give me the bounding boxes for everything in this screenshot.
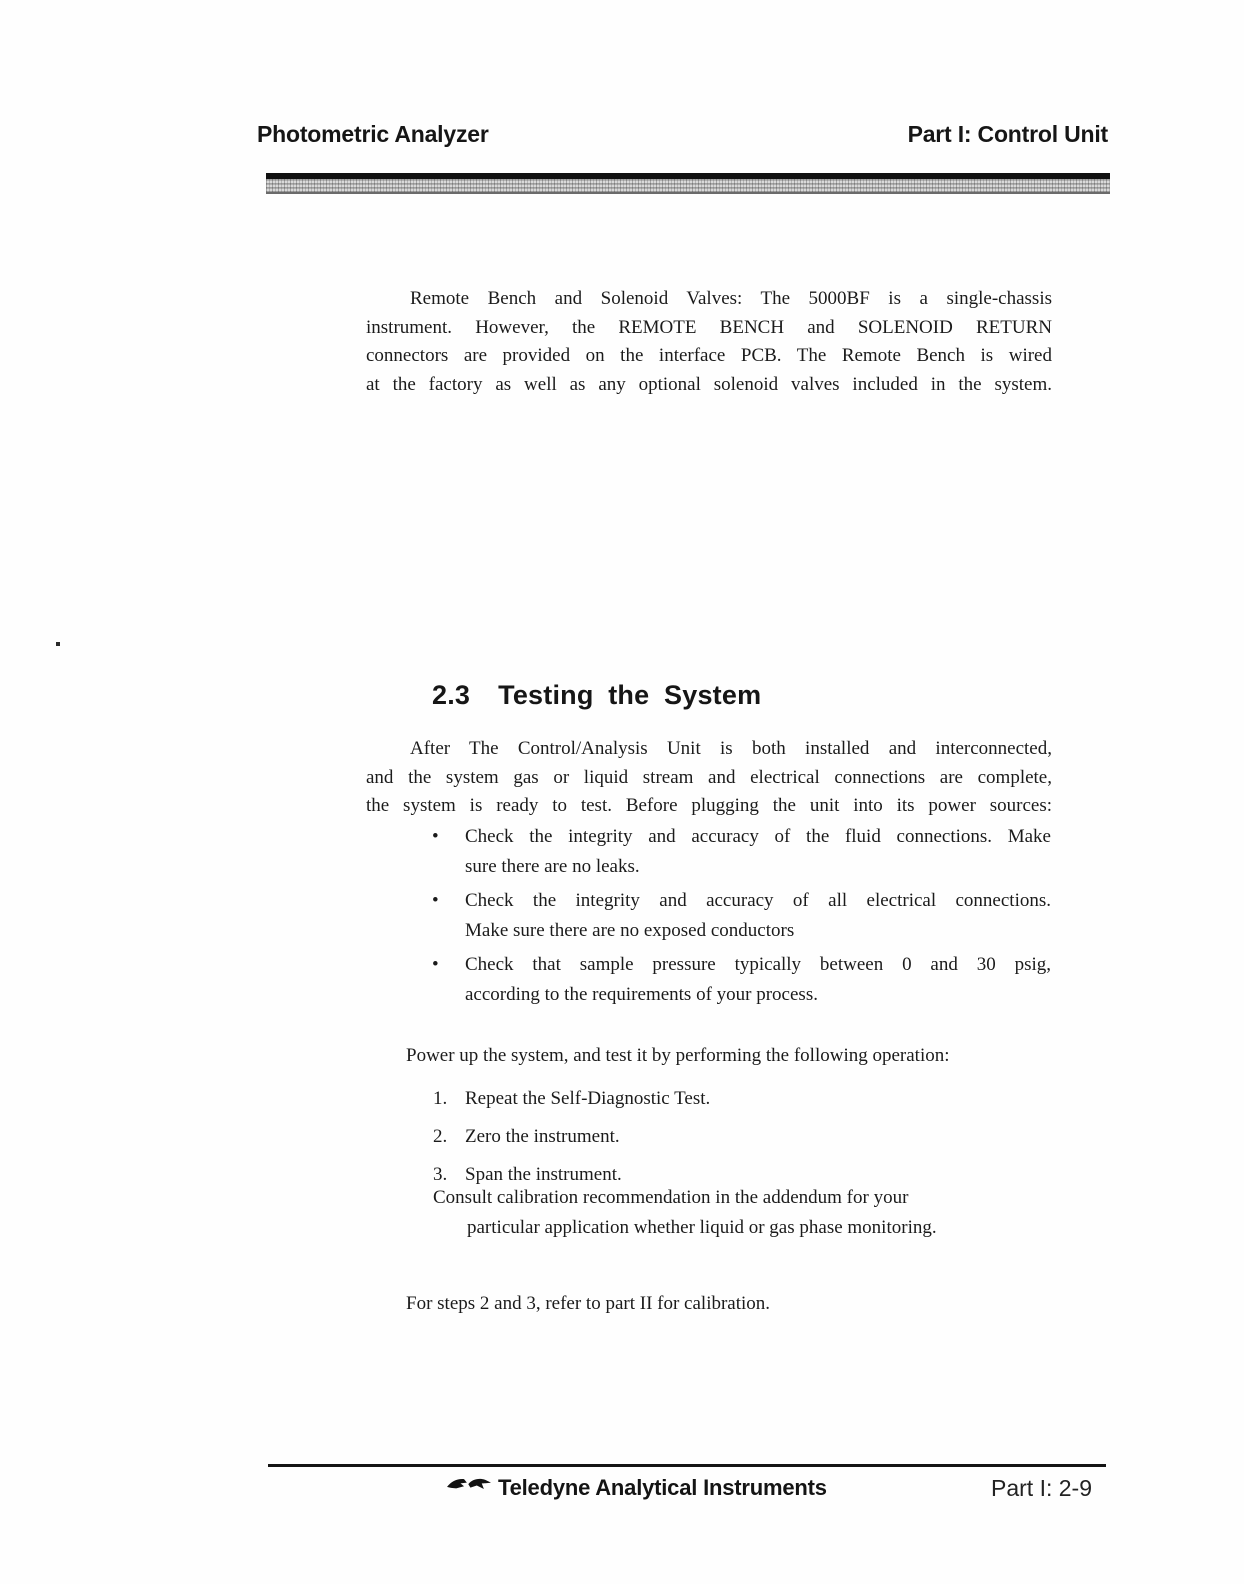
footer-page-number: Part I: 2-9 xyxy=(991,1475,1092,1501)
header-divider-bar xyxy=(266,173,1110,194)
bullet-line: Check the integrity and accuracy of all electrical connections. xyxy=(465,890,1051,911)
header-document-title: Photometric Analyzer xyxy=(257,121,489,147)
step-text: Span the instrument. xyxy=(465,1164,622,1185)
section-number: 2.3 xyxy=(432,680,471,710)
pre-power-checklist xyxy=(432,822,1052,1014)
step-text: Repeat the Self-Diagnostic Test. xyxy=(465,1088,711,1109)
refer-note: For steps 2 and 3, refer to part II for calibration. xyxy=(406,1293,771,1314)
footer-divider xyxy=(268,1464,1106,1467)
bullet-icon: • xyxy=(432,954,439,975)
bullet-text xyxy=(465,822,1051,882)
list-item xyxy=(432,886,1052,946)
step-number: 3. xyxy=(433,1164,448,1185)
footer-company-name: Teledyne Analytical Instruments xyxy=(498,1475,827,1500)
step-number: 1. xyxy=(433,1088,448,1109)
step-item xyxy=(433,1084,710,1114)
paragraph-remote-bench xyxy=(366,285,1052,399)
paragraph-testing-intro xyxy=(366,735,1052,821)
bullet-text xyxy=(465,950,1051,1010)
paragraph-line: Remote Bench and Solenoid Valves: The 5000BF is a single-chassis xyxy=(410,288,1052,309)
bullet-line: Check that sample pressure typically between 0 and 30 psig, xyxy=(465,954,1051,975)
paragraph-line: instrument. However, the REMOTE BENCH and SOLENOID RETURN xyxy=(366,316,1052,338)
step-text: Zero the instrument. xyxy=(465,1126,620,1147)
paragraph-line: the system is ready to test. Before plugging the unit into its power sources: xyxy=(366,795,1052,816)
bullet-icon: • xyxy=(432,890,439,911)
paragraph-line: After The Control/Analysis Unit is both installed and interconnected, xyxy=(410,738,1052,759)
list-item xyxy=(432,950,1052,1010)
consult-line: particular application whether liquid or gas phase monitoring. xyxy=(467,1217,937,1238)
bullet-line: Make sure there are no exposed conductors xyxy=(465,920,795,941)
bullet-text xyxy=(465,886,1051,946)
consult-line: Consult calibration recommendation in the addendum for your xyxy=(433,1187,909,1208)
section-title: Testing the System xyxy=(498,680,762,710)
paragraph-line: connectors are provided on the interface PCB. The Remote Bench is wired xyxy=(366,345,1052,366)
paragraph-line: and the system gas or liquid stream and electrical connections are complete, xyxy=(366,766,1052,788)
consult-note xyxy=(433,1183,1033,1243)
scan-artifact-dot xyxy=(56,642,60,646)
paragraph-line: at the factory as well as any optional solenoid valves included in the system. xyxy=(366,373,1052,395)
step-number: 2. xyxy=(433,1126,448,1147)
step-item xyxy=(433,1122,710,1152)
bullet-line: Check the integrity and accuracy of the fluid connections. Make xyxy=(465,826,1051,847)
bullet-icon: • xyxy=(432,826,439,847)
teledyne-logo-icon xyxy=(446,1477,492,1494)
power-up-intro: Power up the system, and test it by performing the following operation: xyxy=(406,1045,950,1066)
bullet-line: sure there are no leaks. xyxy=(465,856,640,877)
bullet-line: according to the requirements of your process. xyxy=(465,984,818,1005)
header-part-label: Part I: Control Unit xyxy=(907,121,1108,147)
numbered-steps xyxy=(433,1084,710,1198)
section-heading xyxy=(432,679,761,711)
list-item xyxy=(432,822,1052,882)
